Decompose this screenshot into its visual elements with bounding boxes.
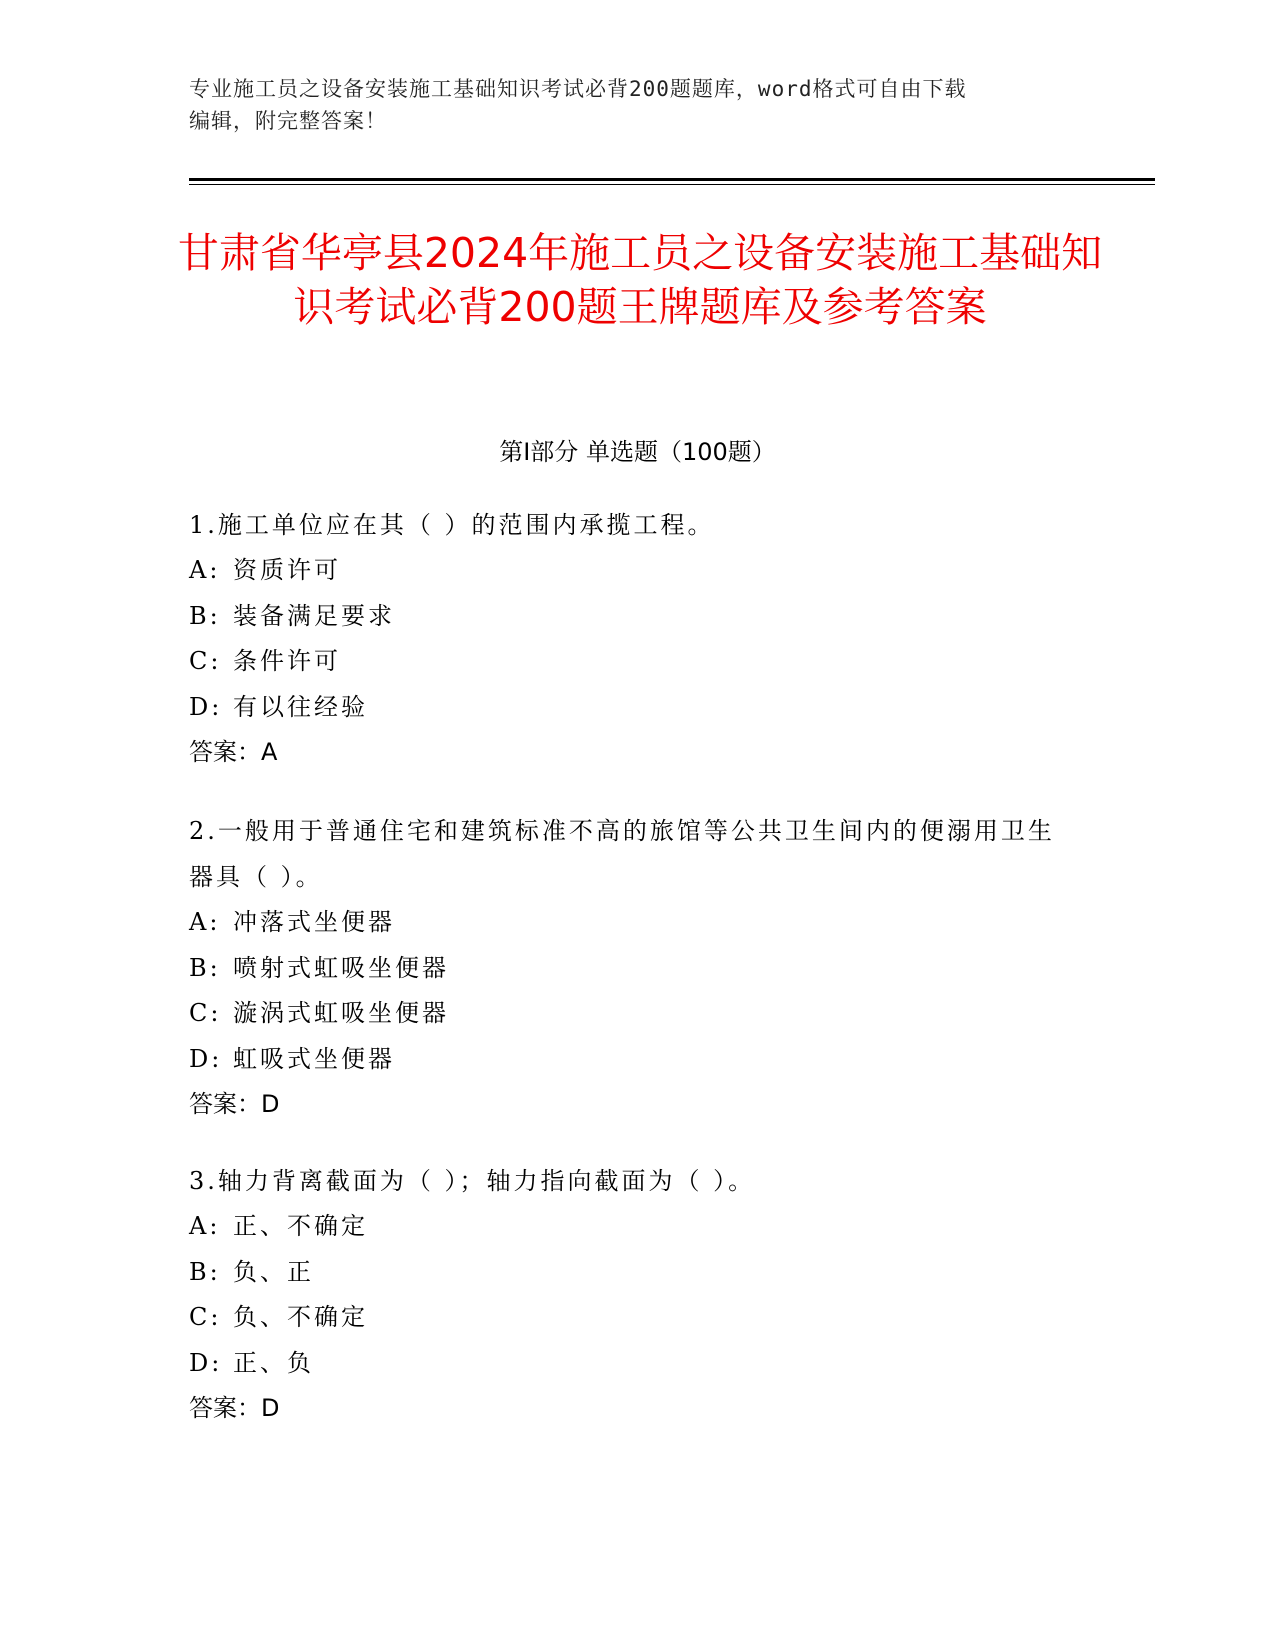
answer-value: D	[261, 1394, 280, 1422]
option-d	[189, 685, 1069, 731]
option-a	[189, 900, 1069, 946]
answer-line	[189, 730, 1069, 776]
option-text: 喷射式虹吸坐便器	[233, 953, 449, 982]
question-stem: 3.轴力背离截面为（ ）；轴力指向截面为（ ）。	[189, 1167, 756, 1195]
question-3	[189, 1158, 1069, 1432]
option-a	[189, 548, 1069, 594]
option-b	[189, 946, 1069, 992]
option-letter: C:	[189, 999, 222, 1027]
header-note-line-1: 专业施工员之设备安装施工基础知识考试必背200题题库，word格式可自由下载	[189, 77, 967, 101]
question-stem: 2.一般用于普通住宅和建筑标准不高的旅馆等公共卫生间内的便溺用卫生器具（ ）。	[189, 817, 1055, 891]
option-text: 条件许可	[233, 647, 341, 675]
option-letter: B:	[189, 953, 221, 982]
header-note-line-2: 编辑，附完整答案！	[189, 109, 387, 133]
option-b	[189, 594, 1069, 640]
option-b	[189, 1250, 1069, 1296]
option-text: 负、不确定	[233, 1303, 368, 1331]
option-letter: B:	[189, 1257, 221, 1286]
option-c	[189, 991, 1069, 1037]
option-c	[189, 1295, 1069, 1341]
option-letter: B:	[189, 601, 221, 630]
answer-line	[189, 1082, 1069, 1128]
option-text: 正、负	[233, 1348, 314, 1377]
answer-value: D	[261, 1090, 280, 1118]
option-letter: A:	[189, 908, 221, 936]
option-a	[189, 1204, 1069, 1250]
option-text: 装备满足要求	[233, 601, 395, 630]
header-divider-thin	[189, 184, 1155, 185]
option-letter: C:	[189, 1303, 222, 1331]
question-2	[189, 808, 1069, 1128]
option-text: 虹吸式坐便器	[233, 1044, 395, 1073]
header-divider-thick	[189, 178, 1155, 181]
option-text: 有以往经验	[233, 692, 368, 721]
option-letter: D:	[189, 1348, 223, 1377]
answer-label: 答案：	[189, 1394, 261, 1422]
option-d	[189, 1341, 1069, 1387]
option-letter: D:	[189, 1044, 223, 1073]
answer-line	[189, 1386, 1069, 1432]
option-text: 资质许可	[233, 556, 341, 584]
option-text: 漩涡式虹吸坐便器	[233, 999, 449, 1027]
question-stem: 1.施工单位应在其（ ）的范围内承揽工程。	[189, 511, 715, 539]
option-text: 负、正	[233, 1257, 314, 1286]
option-text: 正、不确定	[233, 1212, 368, 1240]
document-header-note	[189, 73, 1069, 137]
option-letter: D:	[189, 692, 223, 721]
section-heading: 第I部分 单选题（100题）	[499, 438, 776, 466]
question-1	[189, 502, 1069, 776]
answer-label: 答案：	[189, 1090, 261, 1118]
option-d	[189, 1037, 1069, 1083]
option-letter: C:	[189, 647, 222, 675]
option-letter: A:	[189, 1212, 221, 1240]
answer-value: A	[261, 738, 278, 766]
document-title: 甘肃省华亭县2024年施工员之设备安装施工基础知识考试必背200题王牌题库及参考答案	[177, 229, 1103, 331]
option-text: 冲落式坐便器	[233, 908, 395, 936]
option-c	[189, 639, 1069, 685]
option-letter: A:	[189, 556, 221, 584]
answer-label: 答案：	[189, 738, 261, 766]
